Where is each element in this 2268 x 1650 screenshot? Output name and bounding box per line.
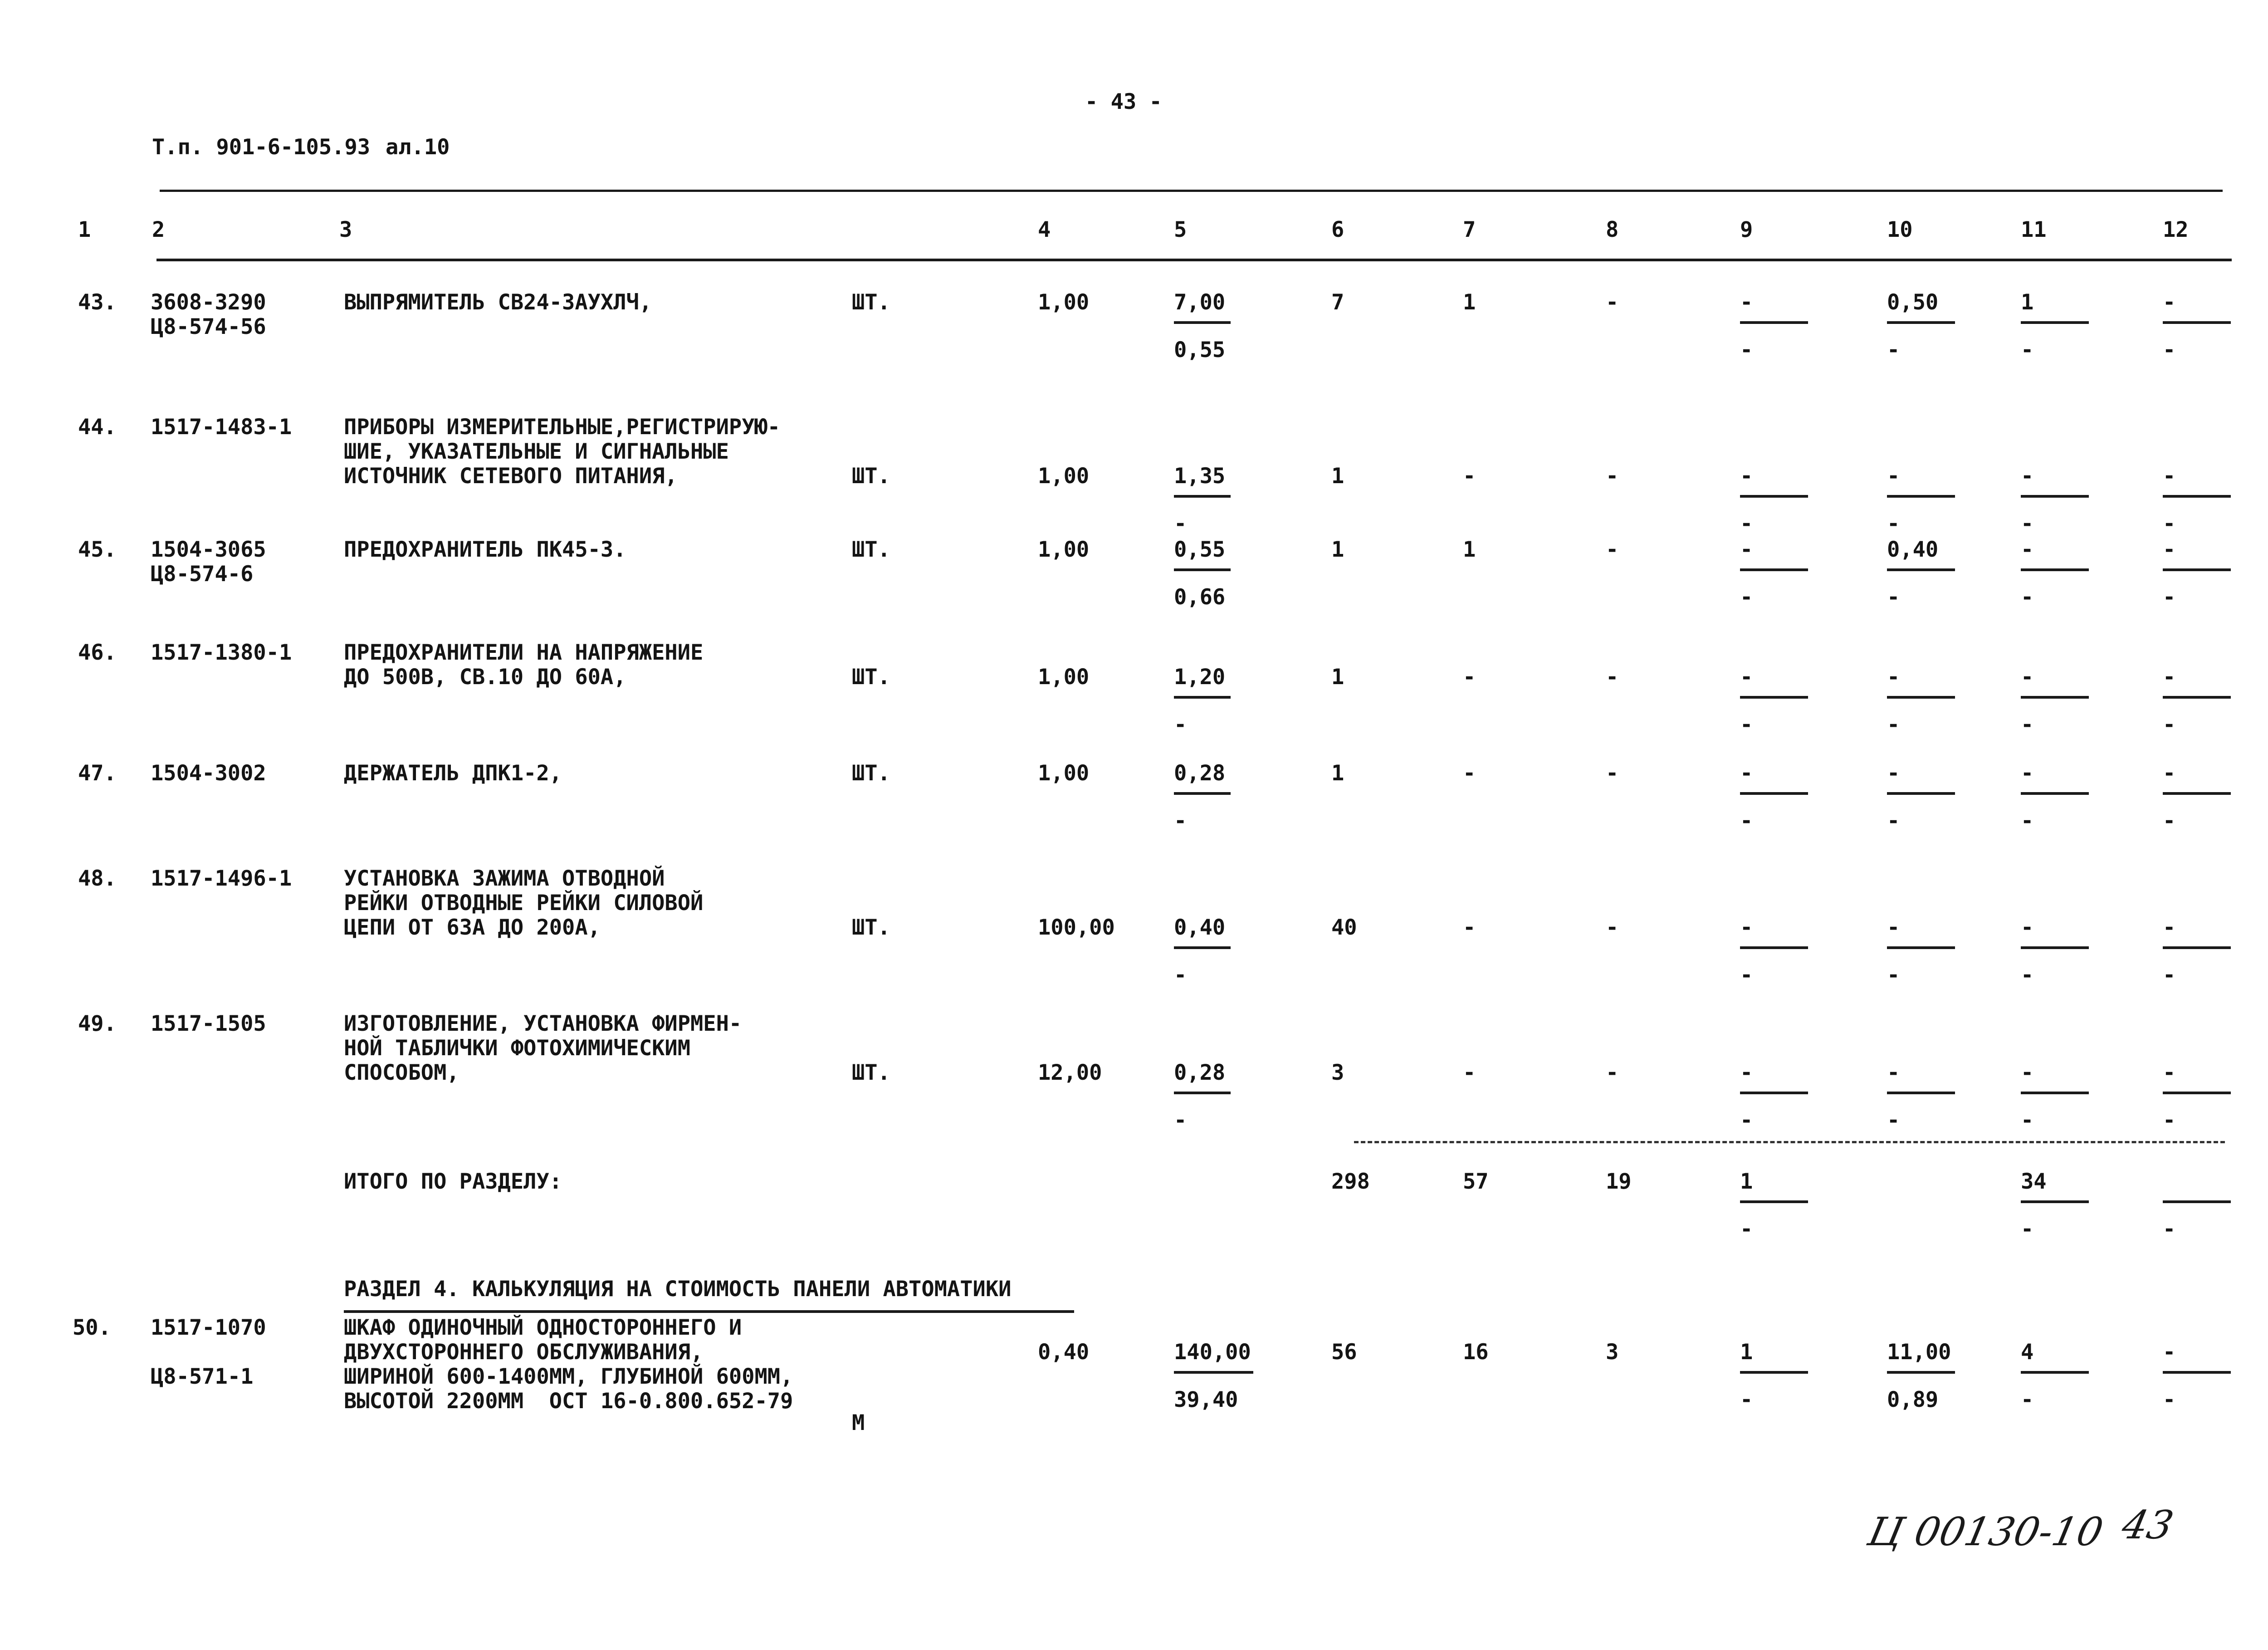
col5-sub-value: -: [1174, 963, 1187, 988]
col5-value: 0,40: [1174, 915, 1226, 940]
item-description: УСТАНОВКА ЗАЖИМА ОТВОДНОЙ: [344, 866, 665, 891]
col7-value: -: [1463, 665, 1476, 690]
col5-sub-value: 0,55: [1174, 338, 1226, 362]
item-code: 1517-1070: [151, 1315, 266, 1340]
fraction-line: [2163, 495, 2231, 498]
quantity: 1,00: [1038, 761, 1090, 786]
fraction-line: [2163, 696, 2231, 699]
item-description: ШКАФ ОДИНОЧНЫЙ ОДНОСТОРОННЕГО И: [344, 1315, 742, 1340]
col7-value: -: [1463, 464, 1476, 489]
col12-value: -: [2163, 464, 2176, 489]
fraction-line: [1174, 321, 1231, 324]
col6-value: 7: [1331, 290, 1344, 315]
col5-value: 1,35: [1174, 464, 1226, 489]
col10-value: -: [1887, 1060, 1900, 1085]
col6-value: 56: [1331, 1340, 1357, 1365]
col12-value: -: [2163, 1060, 2176, 1085]
fraction-line: [1174, 792, 1231, 795]
col11-sub-value: -: [2021, 1108, 2034, 1133]
fraction-line: [2021, 1371, 2089, 1374]
col5-sub-value: 0,66: [1174, 585, 1226, 610]
fraction-line: [2163, 946, 2231, 949]
item-description: НОЙ ТАБЛИЧКИ ФОТОХИМИЧЕСКИМ: [344, 1036, 691, 1061]
col11-value: -: [2021, 915, 2034, 940]
col5-sub-value: -: [1174, 808, 1187, 833]
item-code: 1517-1496-1: [151, 866, 292, 891]
col10-value: -: [1887, 915, 1900, 940]
col9-sub-value: -: [1740, 712, 1753, 737]
col8-value: -: [1606, 290, 1619, 315]
col11-sub-value: -: [2021, 511, 2034, 536]
fraction-line: [1887, 321, 1955, 324]
col10-sub-value: -: [1887, 1108, 1900, 1133]
item-description: СПОСОБОМ,: [344, 1060, 459, 1085]
item-code: 1504-3002: [151, 761, 266, 786]
fraction-line: [2021, 946, 2089, 949]
col12-value: -: [2163, 290, 2176, 315]
col12-sub-value: -: [2163, 808, 2176, 833]
item-description: ВЫПРЯМИТЕЛЬ СВ24-ЗАУХЛЧ,: [344, 290, 652, 315]
fraction-line: [1740, 1200, 1808, 1203]
item-code: 1504-3065: [151, 537, 266, 562]
fraction-line: [2163, 1371, 2231, 1374]
col12-value: -: [2163, 537, 2176, 562]
item-description: ШИЕ, УКАЗАТЕЛЬНЫЕ И СИГНАЛЬНЫЕ: [344, 439, 729, 464]
column-header-1: 1: [78, 217, 91, 242]
col10-value: -: [1887, 761, 1900, 786]
fraction-line: [1740, 495, 1808, 498]
fraction-line: [1887, 1371, 1955, 1374]
col5-value: 7,00: [1174, 290, 1226, 315]
total-col6: 298: [1331, 1169, 1370, 1194]
col8-value: -: [1606, 1060, 1619, 1085]
unit: ШТ.: [852, 1060, 890, 1085]
section-heading: РАЗДЕЛ 4. КАЛЬКУЛЯЦИЯ НА СТОИМОСТЬ ПАНЕЛИ АВТОМАТИКИ: [344, 1277, 1012, 1302]
fraction-line: [1740, 1371, 1808, 1374]
fraction-line: [2163, 1200, 2231, 1203]
col10-sub-value: -: [1887, 963, 1900, 988]
quantity: 100,00: [1038, 915, 1115, 940]
col9-value: 1: [1740, 1340, 1753, 1365]
quantity: 1,00: [1038, 665, 1090, 690]
col12-sub-value: -: [2163, 963, 2176, 988]
col6-value: 1: [1331, 537, 1344, 562]
fraction-line: [1887, 946, 1955, 949]
handwritten-code: Ц 00130-10: [1864, 1509, 2107, 1555]
col5-value: 0,28: [1174, 1060, 1226, 1085]
item-description: ДО 500В, СВ.10 ДО 60А,: [344, 665, 626, 690]
row-number: 48.: [78, 866, 117, 891]
col12-sub-value: -: [2163, 511, 2176, 536]
fraction-line: [2021, 495, 2089, 498]
col9-value: -: [1740, 915, 1753, 940]
row-number: 47.: [78, 761, 117, 786]
fraction-line: [1887, 495, 1955, 498]
col11-value: 4: [2021, 1340, 2034, 1365]
fraction-line: [2021, 792, 2089, 795]
fraction-line: [1174, 1371, 1253, 1374]
fraction-line: [2163, 568, 2231, 571]
item-code: 1517-1483-1: [151, 415, 292, 440]
column-header-11: 11: [2021, 217, 2047, 242]
column-header-7: 7: [1463, 217, 1476, 242]
fraction-line: [2021, 568, 2089, 571]
col12-sub-value: -: [2163, 585, 2176, 610]
col9-sub-value: -: [1740, 1387, 1753, 1412]
fraction-line: [2021, 1092, 2089, 1094]
quantity: 0,40: [1038, 1340, 1090, 1365]
col10-sub-value: 0,89: [1887, 1387, 1939, 1412]
col6-value: 40: [1331, 915, 1357, 940]
fraction-line: [1740, 568, 1808, 571]
col9-sub-value: -: [1740, 338, 1753, 362]
col11-value: -: [2021, 665, 2034, 690]
row-number: 50.: [73, 1315, 111, 1340]
col8-value: -: [1606, 665, 1619, 690]
section-heading-underline: [344, 1310, 1074, 1313]
fraction-line: [1174, 568, 1231, 571]
fraction-line: [1740, 792, 1808, 795]
col11-value: -: [2021, 761, 2034, 786]
item-description: ВЫСОТОЙ 2200ММ ОСТ 16-0.800.652-79: [344, 1389, 793, 1414]
col9-value: -: [1740, 537, 1753, 562]
col9-value: -: [1740, 1060, 1753, 1085]
col5-sub-value: -: [1174, 511, 1187, 536]
col5-sub-value: -: [1174, 712, 1187, 737]
col12-value: -: [2163, 665, 2176, 690]
total-col9: 1: [1740, 1169, 1753, 1194]
col5-sub-value: -: [1174, 1108, 1187, 1133]
col9-sub-value: -: [1740, 1108, 1753, 1133]
col9-sub-value: -: [1740, 808, 1753, 833]
fraction-line: [2021, 1200, 2089, 1203]
unit: ШТ.: [852, 290, 890, 315]
total-col12-sub: -: [2163, 1217, 2176, 1242]
quantity: 1,00: [1038, 537, 1090, 562]
col11-sub-value: -: [2021, 338, 2034, 362]
row-number: 45.: [78, 537, 117, 562]
col5-value: 0,55: [1174, 537, 1226, 562]
price-code: Ц8-571-1: [151, 1364, 254, 1389]
col12-value: -: [2163, 915, 2176, 940]
handwritten-page-number: 43: [2118, 1503, 2178, 1548]
row-number: 44.: [78, 415, 117, 440]
total-separator-line: [1354, 1141, 2225, 1143]
item-description: ДЕРЖАТЕЛЬ ДПК1-2,: [344, 761, 562, 786]
col6-value: 1: [1331, 665, 1344, 690]
unit: ШТ.: [852, 537, 890, 562]
fraction-line: [2163, 792, 2231, 795]
quantity: 12,00: [1038, 1060, 1102, 1085]
item-code: 3608-3290: [151, 290, 266, 315]
col12-value: -: [2163, 761, 2176, 786]
col10-sub-value: -: [1887, 338, 1900, 362]
row-number: 43.: [78, 290, 117, 315]
col5-sub-value: 39,40: [1174, 1387, 1238, 1412]
unit: М: [852, 1410, 865, 1435]
col12-sub-value: -: [2163, 712, 2176, 737]
col6-value: 3: [1331, 1060, 1344, 1085]
row-number: 46.: [78, 640, 117, 665]
item-description: ДВУХСТОРОННЕГО ОБСЛУЖИВАНИЯ,: [344, 1340, 704, 1365]
item-description: ПРИБОРЫ ИЗМЕРИТЕЛЬНЫЕ,РЕГИСТРИРУЮ-: [344, 415, 781, 440]
col5-value: 140,00: [1174, 1340, 1251, 1365]
fraction-line: [1174, 495, 1231, 498]
fraction-line: [1174, 696, 1231, 699]
fraction-line: [2021, 696, 2089, 699]
col7-value: 16: [1463, 1340, 1489, 1365]
unit: ШТ.: [852, 464, 890, 489]
col12-sub-value: -: [2163, 1387, 2176, 1412]
col9-value: -: [1740, 290, 1753, 315]
col9-sub-value: -: [1740, 963, 1753, 988]
col10-value: 11,00: [1887, 1340, 1951, 1365]
fraction-line: [1174, 1092, 1231, 1094]
col5-value: 1,20: [1174, 665, 1226, 690]
column-header-9: 9: [1740, 217, 1753, 242]
col7-value: 1: [1463, 290, 1476, 315]
col10-value: 0,40: [1887, 537, 1939, 562]
column-header-3: 3: [339, 217, 352, 242]
col8-value: -: [1606, 537, 1619, 562]
col11-sub-value: -: [2021, 585, 2034, 610]
col12-sub-value: -: [2163, 1108, 2176, 1133]
col11-sub-value: -: [2021, 712, 2034, 737]
price-code: Ц8-574-56: [151, 314, 266, 339]
total-col11: 34: [2021, 1169, 2047, 1194]
table-top-rule: [160, 190, 2223, 192]
col10-sub-value: -: [1887, 808, 1900, 833]
fraction-line: [1740, 946, 1808, 949]
col7-value: 1: [1463, 537, 1476, 562]
column-header-4: 4: [1038, 217, 1051, 242]
album-number: ал.10: [386, 135, 450, 160]
col8-value: -: [1606, 464, 1619, 489]
col7-value: -: [1463, 761, 1476, 786]
col11-value: -: [2021, 1060, 2034, 1085]
total-col7: 57: [1463, 1169, 1489, 1194]
col11-value: 1: [2021, 290, 2034, 315]
column-header-6: 6: [1331, 217, 1344, 242]
fraction-line: [1887, 568, 1955, 571]
column-header-8: 8: [1606, 217, 1619, 242]
col11-value: -: [2021, 464, 2034, 489]
column-header-10: 10: [1887, 217, 1913, 242]
header-bottom-rule: [156, 259, 2232, 261]
col10-value: 0,50: [1887, 290, 1939, 315]
col7-value: -: [1463, 1060, 1476, 1085]
item-description: ШИРИНОЙ 600-1400ММ, ГЛУБИНОЙ 600ММ,: [344, 1364, 793, 1389]
col9-sub-value: -: [1740, 585, 1753, 610]
col10-sub-value: -: [1887, 511, 1900, 536]
item-description: ЦЕПИ ОТ 63А ДО 200А,: [344, 915, 601, 940]
unit: ШТ.: [852, 665, 890, 690]
doc-reference: Т.п. 901-6-105.93: [152, 135, 371, 160]
col10-sub-value: -: [1887, 585, 1900, 610]
price-code: Ц8-574-6: [151, 562, 254, 587]
col10-sub-value: -: [1887, 712, 1900, 737]
col11-sub-value: -: [2021, 1387, 2034, 1412]
col8-value: -: [1606, 761, 1619, 786]
col10-value: -: [1887, 464, 1900, 489]
col9-value: -: [1740, 665, 1753, 690]
row-number: 49.: [78, 1011, 117, 1036]
col6-value: 1: [1331, 761, 1344, 786]
col11-sub-value: -: [2021, 963, 2034, 988]
col12-sub-value: -: [2163, 338, 2176, 362]
total-col9-sub: -: [1740, 1217, 1753, 1242]
column-header-2: 2: [152, 217, 165, 242]
col11-sub-value: -: [2021, 808, 2034, 833]
item-description: РЕЙКИ ОТВОДНЫЕ РЕЙКИ СИЛОВОЙ: [344, 891, 704, 916]
col8-value: -: [1606, 915, 1619, 940]
fraction-line: [2163, 1092, 2231, 1094]
col5-value: 0,28: [1174, 761, 1226, 786]
col8-value: 3: [1606, 1340, 1619, 1365]
fraction-line: [1887, 696, 1955, 699]
fraction-line: [1174, 946, 1231, 949]
item-description: ПРЕДОХРАНИТЕЛИ НА НАПРЯЖЕНИЕ: [344, 640, 704, 665]
quantity: 1,00: [1038, 290, 1090, 315]
col9-sub-value: -: [1740, 511, 1753, 536]
col7-value: -: [1463, 915, 1476, 940]
fraction-line: [1887, 792, 1955, 795]
total-label: ИТОГО ПО РАЗДЕЛУ:: [344, 1169, 562, 1194]
item-description: ИСТОЧНИК СЕТЕВОГО ПИТАНИЯ,: [344, 464, 678, 489]
fraction-line: [1740, 321, 1808, 324]
fraction-line: [1740, 1092, 1808, 1094]
column-header-5: 5: [1174, 217, 1187, 242]
quantity: 1,00: [1038, 464, 1090, 489]
fraction-line: [1740, 696, 1808, 699]
col12-value: -: [2163, 1340, 2176, 1365]
total-col11-sub: -: [2021, 1217, 2034, 1242]
col9-value: -: [1740, 761, 1753, 786]
item-code: 1517-1505: [151, 1011, 266, 1036]
col9-value: -: [1740, 464, 1753, 489]
fraction-line: [1887, 1092, 1955, 1094]
col10-value: -: [1887, 665, 1900, 690]
unit: ШТ.: [852, 915, 890, 940]
total-col8: 19: [1606, 1169, 1632, 1194]
page-number: - 43 -: [1085, 89, 1162, 114]
fraction-line: [2021, 321, 2089, 324]
item-description: ИЗГОТОВЛЕНИЕ, УСТАНОВКА ФИРМЕН-: [344, 1011, 742, 1036]
col11-value: -: [2021, 537, 2034, 562]
unit: ШТ.: [852, 761, 890, 786]
item-code: 1517-1380-1: [151, 640, 292, 665]
item-description: ПРЕДОХРАНИТЕЛЬ ПК45-3.: [344, 537, 626, 562]
fraction-line: [2163, 321, 2231, 324]
col6-value: 1: [1331, 464, 1344, 489]
column-header-12: 12: [2163, 217, 2189, 242]
